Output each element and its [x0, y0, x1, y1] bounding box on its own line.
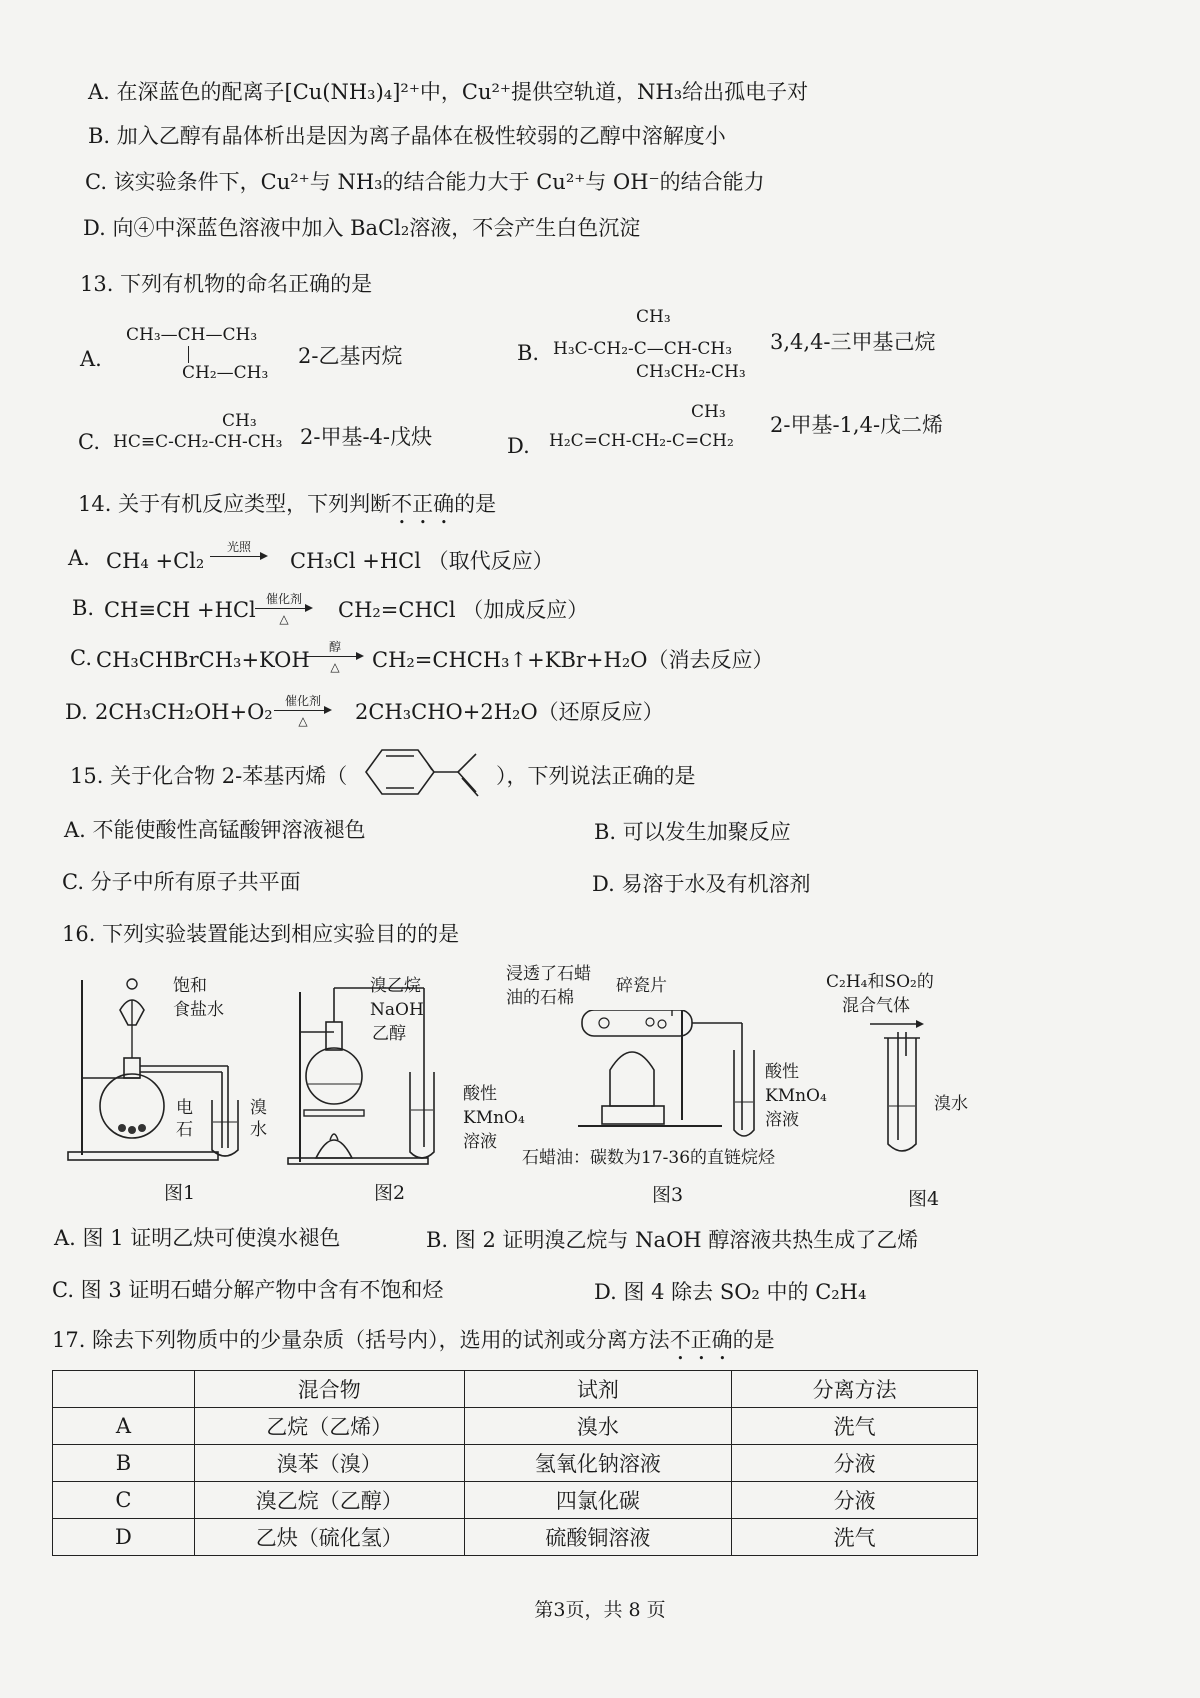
q14-b-condition-top: 催化剂 [265, 592, 302, 606]
q13-c-structure-line0: CH₃ [222, 411, 257, 431]
q15-option-c: C. 分子中所有原子共平面 [62, 870, 301, 894]
q16-option-a: A. 图 1 证明乙炔可使溴水褪色 [54, 1226, 341, 1250]
fig3-paraffin-note: 石蜡油：碳数为17-36的直链烷烃 [522, 1148, 776, 1168]
q14-d-condition-bottom: △ [298, 714, 308, 728]
q14-a-letter: A. [68, 546, 90, 570]
table-cell: 洗气 [732, 1519, 978, 1556]
q12-option-d: D. 向④中深蓝色溶液中加入 BaCl₂溶液，不会产生白色沉淀 [83, 216, 641, 240]
q14-a-reactants: CH₄ +Cl₂ [106, 549, 205, 573]
q14-d-arrow [272, 694, 334, 728]
q14-c-condition-bottom: △ [330, 660, 340, 674]
fig3-label-solution: 溶液 [765, 1110, 799, 1130]
fig2-label-solution: 溶液 [463, 1132, 497, 1152]
q14-stem-c: 的是 [454, 492, 497, 516]
q15-2-phenylpropene-structure-icon [358, 742, 498, 802]
q13-b-letter: B. [517, 341, 540, 365]
table-cell: D [53, 1519, 195, 1556]
table-cell: C [53, 1482, 195, 1519]
q14-c-condition-top: 醇 [328, 640, 341, 654]
q14-c-arrow [304, 640, 366, 674]
fig4-label-mixed-gas: 混合气体 [842, 996, 910, 1016]
table-header [53, 1371, 195, 1408]
q14-d-reactants: 2CH₃CH₂OH+O₂ [95, 700, 273, 724]
table-cell: B [53, 1445, 195, 1482]
q13-c-letter: C. [78, 430, 100, 454]
q16-option-d: D. 图 4 除去 SO₂ 中的 C₂H₄ [594, 1280, 867, 1304]
fig1-caption: 图1 [164, 1182, 196, 1204]
table-header: 分离方法 [732, 1371, 978, 1408]
table-row [53, 1445, 978, 1482]
q14-b-arrow [253, 592, 315, 626]
q14-b-reactants: CH≡CH +HCl [104, 598, 256, 622]
fig1-label-carbide-1: 电 [176, 1098, 193, 1118]
fig3-caption: 图3 [652, 1184, 684, 1206]
figure-1-acetylene-apparatus [60, 970, 280, 1170]
q14-stem-a: 14. 关于有机反应类型，下列判断 [78, 492, 392, 516]
q13-a-structure-line2: CH₂—CH₃ [182, 363, 269, 383]
q14-b-letter: B. [72, 596, 95, 620]
figure-4-gas-washing-apparatus [870, 1016, 950, 1166]
q16-stem: 16. 下列实验装置能达到相应实验目的的是 [62, 922, 460, 946]
q12-option-b: B. 加入乙醇有晶体析出是因为离子晶体在极性较弱的乙醇中溶解度小 [88, 124, 726, 148]
table-cell: 乙烷（乙烯） [194, 1408, 464, 1445]
q15-stem-b: ），下列说法正确的是 [496, 764, 696, 788]
q13-c-structure-line1: HC≡C-CH₂-CH-CH₃ [113, 432, 283, 452]
table-header: 试剂 [464, 1371, 732, 1408]
fig3-label-soaked: 浸透了石蜡 [506, 964, 591, 984]
fig2-label-kmno4: KMnO₄ [463, 1108, 525, 1128]
q16-option-b: B. 图 2 证明溴乙烷与 NaOH 醇溶液共热生成了乙烯 [426, 1228, 919, 1252]
q15-option-b: B. 可以发生加聚反应 [594, 820, 791, 844]
q14-c-letter: C. [70, 646, 92, 670]
fig3-label-asbestos: 油的石棉 [506, 988, 574, 1008]
table-cell: 分液 [732, 1482, 978, 1519]
q13-c-name: 2-甲基-4-戊炔 [300, 425, 433, 449]
q14-stem [78, 492, 496, 529]
table-row [53, 1519, 978, 1556]
q16-option-c: C. 图 3 证明石蜡分解产物中含有不饱和烃 [52, 1278, 444, 1302]
table-cell: 溴乙烷（乙醇） [194, 1482, 464, 1519]
table-header-row [53, 1371, 978, 1408]
table-cell: 分液 [732, 1445, 978, 1482]
fig2-label-naoh: NaOH [370, 1000, 424, 1020]
table-cell: 洗气 [732, 1408, 978, 1445]
q15-option-a: A. 不能使酸性高锰酸钾溶液褪色 [64, 818, 366, 842]
fig2-caption: 图2 [374, 1182, 406, 1204]
table-cell: 硫酸铜溶液 [464, 1519, 732, 1556]
q14-a-arrow [208, 540, 270, 574]
q14-a-products: CH₃Cl +HCl （取代反应） [290, 549, 554, 573]
q14-stem-emphasis: 不正确 [391, 492, 455, 516]
table-cell: 溴苯（溴） [194, 1445, 464, 1482]
table-cell: 溴水 [464, 1408, 732, 1445]
q14-b-condition-bottom: △ [279, 612, 289, 626]
fig3-label-kmno4: KMnO₄ [765, 1086, 827, 1106]
fig4-label-gas-mixture: C₂H₄和SO₂的 [826, 972, 934, 992]
q14-a-condition: 光照 [226, 540, 251, 554]
table-cell: 四氯化碳 [464, 1482, 732, 1519]
q14-d-letter: D. [65, 700, 88, 724]
q13-b-name: 3,4,4-三甲基己烷 [770, 330, 936, 354]
q14-d-condition-top: 催化剂 [284, 694, 321, 708]
fig1-label-carbide-2: 石 [176, 1120, 193, 1140]
q13-b-structure-line2: CH₃CH₂-CH₃ [636, 362, 746, 382]
table-row [53, 1408, 978, 1445]
q13-stem: 13. 下列有机物的命名正确的是 [80, 272, 373, 296]
q13-d-letter: D. [507, 434, 530, 458]
q13-a-name: 2-乙基丙烷 [298, 344, 403, 368]
fig1-label-bromine-1: 溴 [250, 1098, 267, 1118]
fig2-label-ethanol: 乙醇 [372, 1024, 406, 1044]
table-cell: 氢氧化钠溶液 [464, 1445, 732, 1482]
q13-a-letter: A. [80, 347, 102, 371]
fig4-caption: 图4 [908, 1188, 940, 1210]
fig1-label-brine: 食盐水 [173, 1000, 224, 1020]
q17-stem [52, 1328, 775, 1365]
fig2-label-bromoethane: 溴乙烷 [370, 976, 421, 996]
fig3-label-porcelain: 碎瓷片 [616, 976, 667, 996]
table-cell: A [53, 1408, 195, 1445]
q14-c-reactants: CH₃CHBrCH₃+KOH [96, 648, 310, 672]
q13-b-structure-line0: CH₃ [636, 307, 671, 327]
q12-option-c: C. 该实验条件下，Cu²⁺与 NH₃的结合能力大于 Cu²⁺与 OH⁻的结合能力 [85, 170, 765, 194]
fig2-label-acidic: 酸性 [463, 1084, 497, 1104]
q13-a-bond [188, 346, 189, 363]
fig1-label-bromine-2: 水 [250, 1120, 267, 1140]
q13-b-structure-line1: H₃C-CH₂-C—CH-CH₃ [553, 339, 733, 359]
q17-stem-emphasis: 不正确 [669, 1328, 733, 1352]
q14-d-products: 2CH₃CHO+2H₂O（还原反应） [355, 700, 664, 724]
fig4-label-bromine-water: 溴水 [934, 1094, 968, 1114]
q12-option-a: A. 在深蓝色的配离子[Cu(NH₃)₄]²⁺中，Cu²⁺提供空轨道，NH₃给出孤电子对 [88, 80, 809, 104]
table-row [53, 1482, 978, 1519]
q13-d-structure-line0: CH₃ [691, 402, 726, 422]
q13-d-name: 2-甲基-1,4-戊二烯 [770, 413, 944, 437]
table-header: 混合物 [194, 1371, 464, 1408]
table-cell: 乙炔（硫化氢） [194, 1519, 464, 1556]
fig3-label-acidic: 酸性 [765, 1062, 799, 1082]
q13-d-structure-line1: H₂C=CH-CH₂-C=CH₂ [549, 431, 734, 451]
q14-c-products: CH₂=CHCH₃↑+KBr+H₂O（消去反应） [372, 648, 774, 672]
page-footer: 第3页，共 8 页 [534, 1599, 666, 1621]
q14-b-products: CH₂=CHCl （加成反应） [338, 598, 589, 622]
figure-3-paraffin-cracking-apparatus [572, 1010, 792, 1150]
q17-impurity-table [52, 1370, 978, 1556]
q13-a-structure-line1: CH₃—CH—CH₃ [126, 325, 258, 345]
q15-stem-a: 15. 关于化合物 2-苯基丙烯（ [70, 764, 348, 788]
q15-option-d: D. 易溶于水及有机溶剂 [592, 872, 811, 896]
q17-stem-c: 的是 [732, 1328, 775, 1352]
fig1-label-saturated: 饱和 [173, 976, 207, 996]
q17-stem-a: 17. 除去下列物质中的少量杂质（括号内），选用的试剂或分离方法 [52, 1328, 670, 1352]
